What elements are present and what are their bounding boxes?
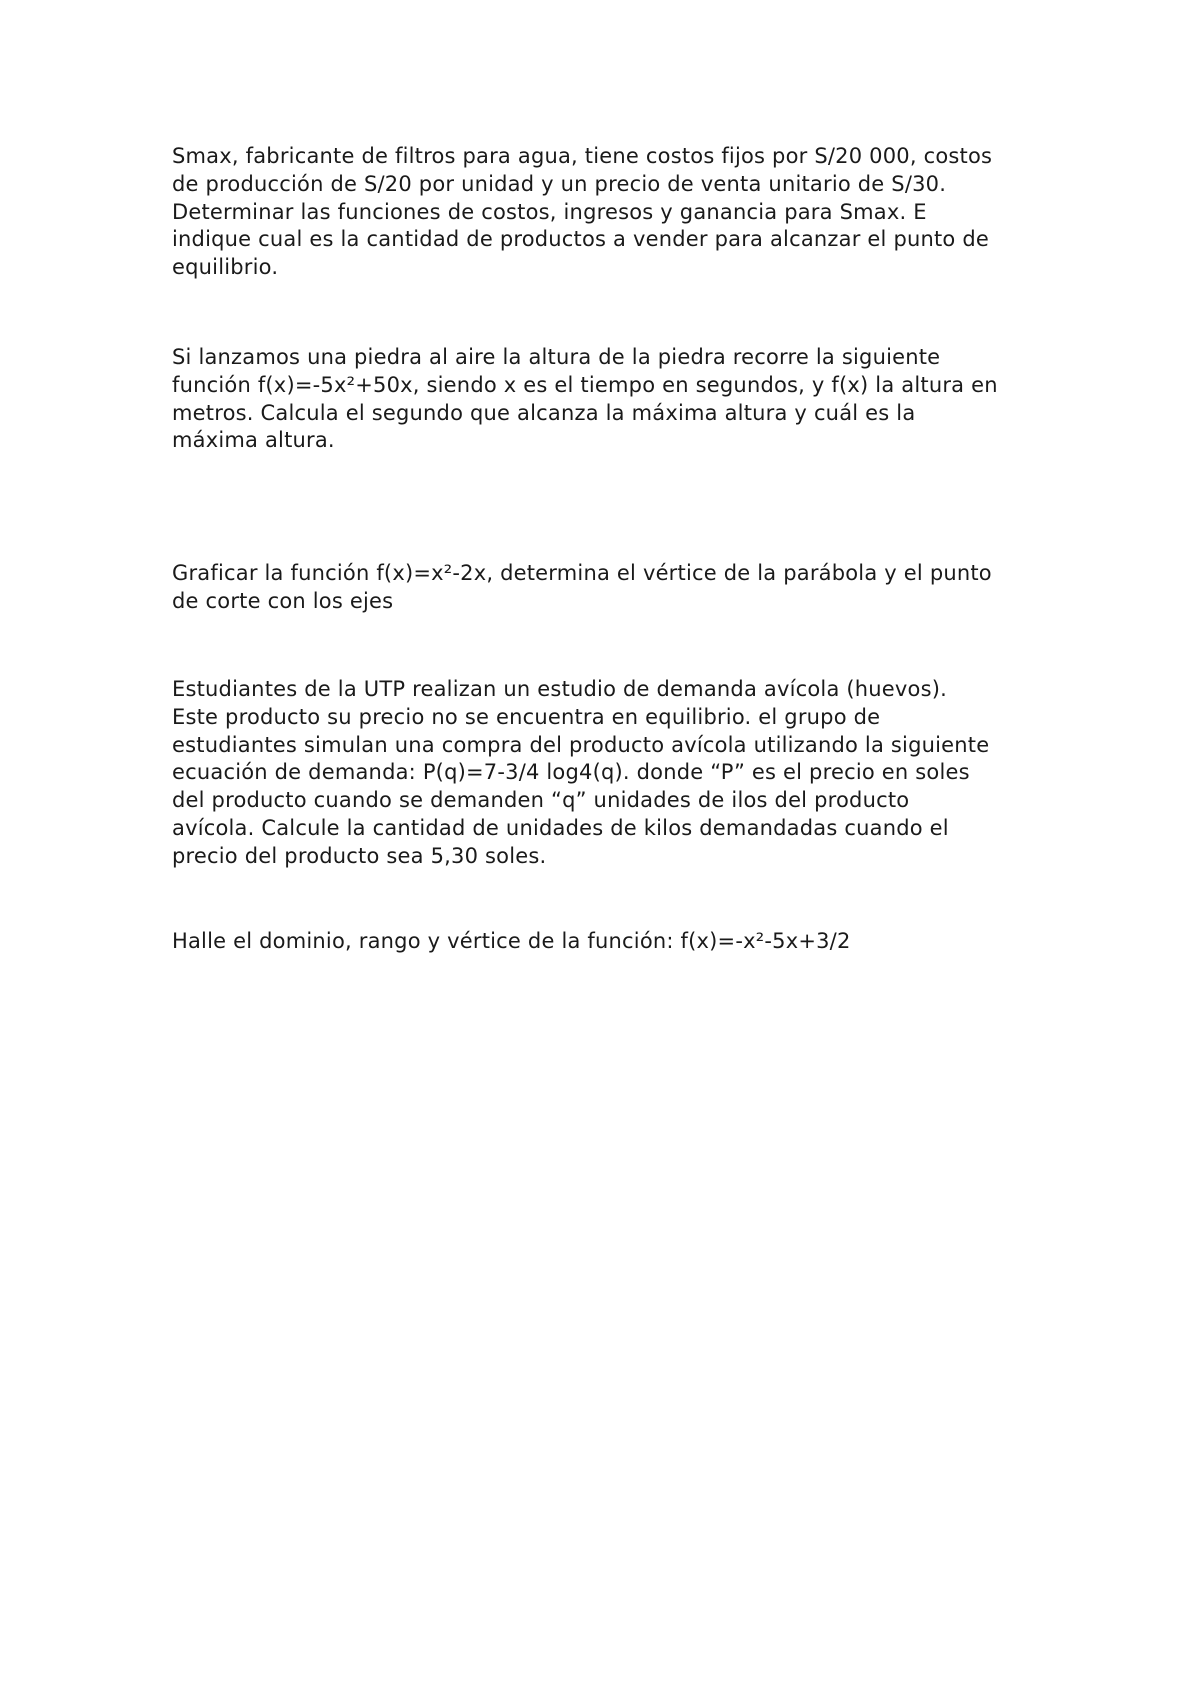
text-line: del producto cuando se demanden “q” unidades de ilos del producto — [172, 788, 910, 813]
text-line: Halle el dominio, rango y vértice de la función: f(x)=-x²-5x+3/2 — [172, 929, 851, 953]
problem-paragraph-4 — [172, 676, 1042, 871]
text-line: Estudiantes de la UTP realizan un estudio de demanda avícola (huevos). — [172, 677, 948, 701]
text-line: Determinar las funciones de costos, ingresos y ganancia para Smax. E — [172, 199, 927, 224]
text-line: de corte con los ejes — [172, 588, 394, 613]
text-line: Graficar la función f(x)=x²-2x, determina el vértice de la parábola y el punto — [172, 561, 992, 585]
text-line: Smax, fabricante de filtros para agua, tiene costos fijos por S/20 000, costos — [172, 144, 993, 168]
text-line: equilibrio. — [172, 255, 279, 280]
text-line: metros. Calcula el segundo que alcanza la máxima altura y cuál es la — [172, 400, 916, 425]
problem-paragraph-1 — [172, 143, 1042, 282]
text-line: estudiantes simulan una compra del producto avícola utilizando la siguiente — [172, 732, 990, 757]
text-line: máxima altura. — [172, 428, 335, 453]
text-line: precio del producto sea 5,30 soles. — [172, 843, 547, 868]
text-line: función f(x)=-5x²+50x, siendo x es el tiempo en segundos, y f(x) la altura en — [172, 372, 998, 397]
text-line: indique cual es la cantidad de productos a vender para alcanzar el punto de — [172, 227, 989, 252]
problem-paragraph-2 — [172, 344, 1042, 455]
text-line: Este producto su precio no se encuentra en equilibrio. el grupo de — [172, 704, 881, 729]
text-line: ecuación de demanda: P(q)=7-3/4 log4(q). donde “P” es el precio en soles — [172, 760, 970, 785]
text-line: avícola. Calcule la cantidad de unidades de kilos demandadas cuando el — [172, 815, 949, 840]
problem-paragraph-5 — [172, 928, 1042, 956]
text-line: de producción de S/20 por unidad y un precio de venta unitario de S/30. — [172, 171, 947, 196]
text-line: Si lanzamos una piedra al aire la altura de la piedra recorre la siguiente — [172, 345, 941, 369]
problem-paragraph-3 — [172, 560, 1042, 616]
